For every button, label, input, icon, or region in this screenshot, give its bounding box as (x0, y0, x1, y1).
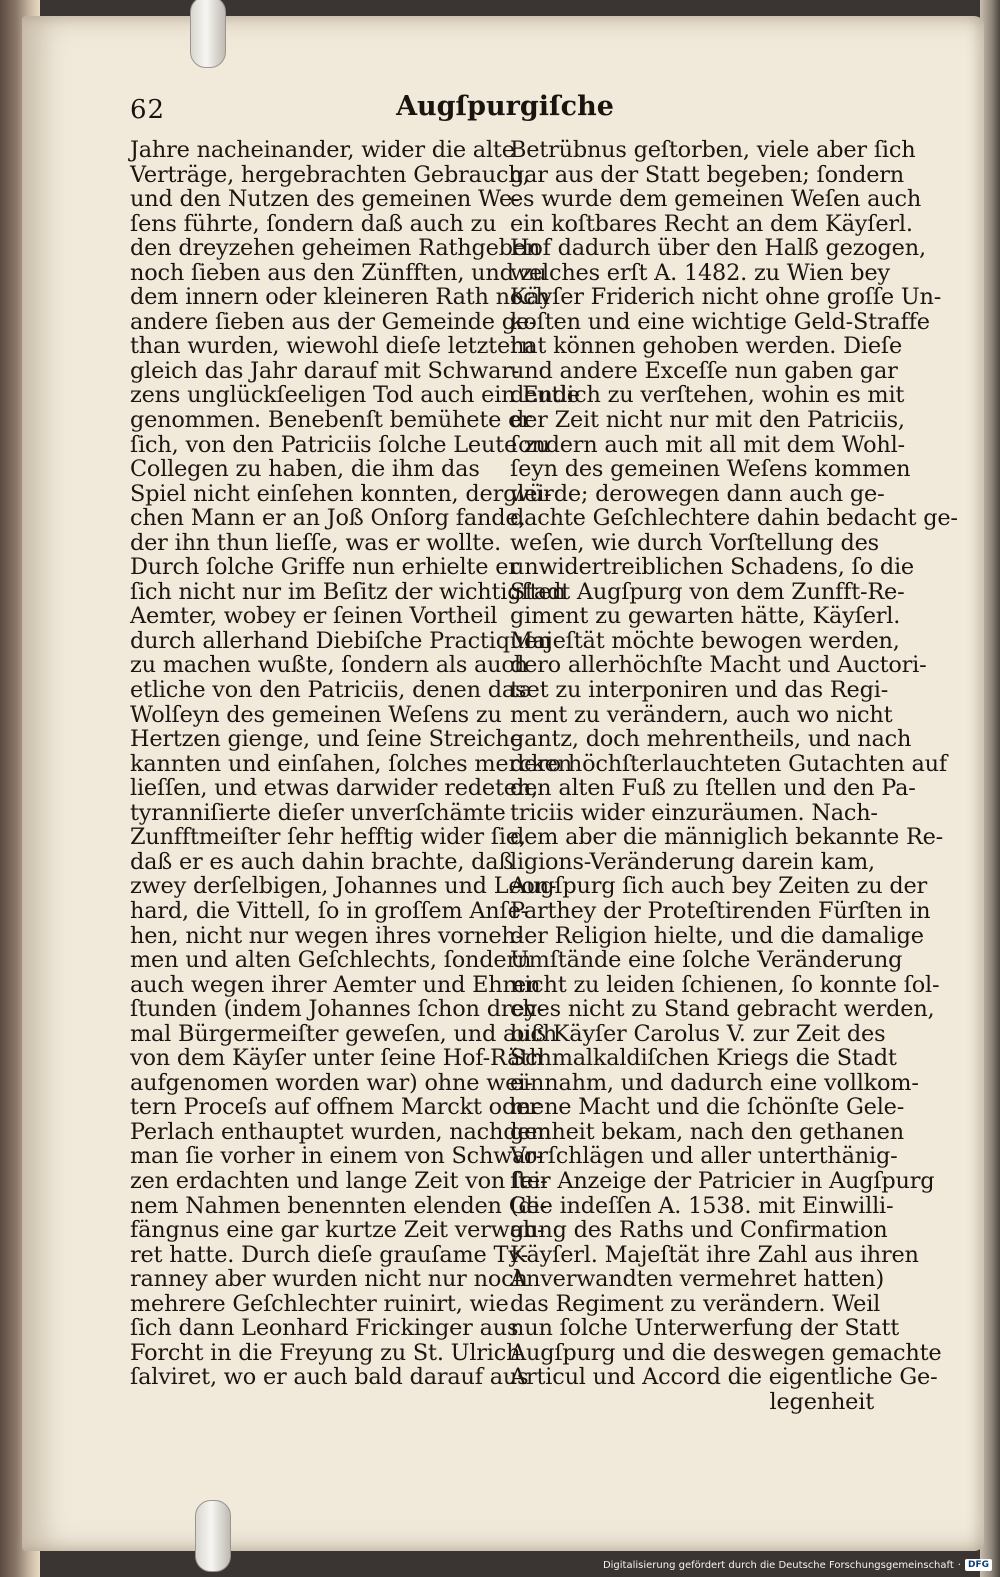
text-line-right: Augſpurg ſich auch bey Zeiten zu der (510, 873, 928, 900)
text-line-right: gar aus der Statt begeben; ſondern (510, 161, 905, 188)
text-line-left: Jahre nacheinander, wider die alte (130, 137, 515, 163)
text-column-left (130, 137, 580, 1391)
text-line-right: nun ſolche Unterwerfung der Statt (510, 1315, 900, 1342)
text-line-left: fängnus eine gar kurtze Zeit verwah- (130, 1217, 545, 1244)
text-line-right: dero allerhöchſte Macht und Auctori- (510, 652, 927, 679)
text-line-left: ſalviret, wo er auch bald darauf aus (130, 1364, 529, 1391)
text-line-right: (die indeſſen A. 1538. mit Einwilli- (510, 1192, 894, 1219)
text-line-left: dem innern oder kleineren Rath noch (130, 284, 550, 311)
text-line-left: Perlach enthauptet wurden, nachdem (130, 1118, 552, 1145)
text-line-right: Käyſer Friderich nicht ohne groſſe Un- (510, 284, 942, 311)
footer-text: Digitalisierung gefördert durch die Deutsche Forschungsgemeinschaft (602, 1559, 954, 1571)
text-line-right: weſen, wie durch Vorſtellung des (510, 529, 879, 556)
text-line-left: der ihn thun lieſſe, was er wollte. (130, 529, 502, 556)
text-line-right: und andere Exceſſe nun gaben gar (510, 357, 898, 384)
running-title: Augſpurgiſche (396, 91, 614, 122)
page-clip-bottom (195, 1500, 231, 1572)
text-line-right: koſten und eine wichtige Geld-Straffe (510, 308, 930, 335)
text-line-left: lieſſen, und etwas darwider redeten, (130, 775, 538, 802)
catchword: legenheit (769, 1388, 874, 1415)
text-line-left: Spiel nicht einſehen konnten, derglei- (130, 480, 552, 507)
text-line-left: Wolſeyn des gemeinen Weſens zu (130, 701, 502, 728)
text-line-right: Käyſerl. Majeſtät ihre Zahl aus ihren (510, 1241, 919, 1268)
text-line-left: tern Proceſs auf offnem Marckt oder (130, 1094, 540, 1121)
text-line-left: ſtunden (indem Johannes ſchon drey- (130, 996, 545, 1023)
text-line-left: Forcht in die Freyung zu St. Ulrich (130, 1339, 521, 1366)
text-line-right: Stadt Augſpurg von dem Zunfft-Re- (510, 578, 905, 605)
text-line-right: ein koſtbares Recht an dem Käyſerl. (510, 210, 913, 237)
text-line-left: nem Nahmen benennten elenden Ge- (130, 1192, 547, 1219)
text-line-left: Collegen zu haben, die ihm das (130, 456, 480, 483)
text-line-left: andere ſieben aus der Gemeinde ge- (130, 308, 537, 335)
text-line-left: zen erdachten und lange Zeit von ſei- (130, 1167, 548, 1194)
text-line-right: gantz, doch mehrentheils, und nach (510, 726, 912, 753)
text-line-left: zwey derſelbigen, Johannes und Leon- (130, 873, 557, 900)
text-line-right: Hof dadurch über den Halß gezogen, (510, 235, 926, 262)
text-line-left: genommen. Benebenſt bemühete er (130, 407, 532, 434)
text-line-left: men und alten Geſchlechts, ſondern (130, 947, 532, 974)
text-line-right: Schmalkaldiſchen Kriegs die Stadt (510, 1045, 897, 1072)
text-line-left: den dreyzehen geheimen Rathgeben (130, 235, 541, 262)
text-line-left: ſich nicht nur im Beſitz der wichtigſten (130, 578, 566, 605)
text-line-right: genheit bekam, nach den gethanen (510, 1118, 904, 1145)
text-line-left: mal Bürgermeiſter geweſen, und auch (130, 1020, 557, 1047)
text-line-right: einnahm, und dadurch eine vollkom- (510, 1069, 919, 1096)
digitization-footer (603, 1557, 992, 1573)
text-line-left: von dem Käyſer unter ſeine Hof-Räth (130, 1045, 544, 1072)
text-line-right: es wurde dem gemeinen Weſen auch (510, 186, 922, 213)
text-line-right: nicht zu leiden ſchienen, ſo konnte ſol- (510, 971, 940, 998)
text-line-right: dachte Geſchlechtere dahin bedacht ge- (510, 505, 958, 532)
text-line-right: mene Macht und die ſchönſte Gele- (510, 1094, 905, 1121)
text-line-left: auch wegen ihrer Aemter und Ehren (130, 971, 541, 998)
text-line-right: Vorſchlägen und aller unterthänig- (510, 1143, 898, 1170)
text-line-left: durch allerhand Diebiſche Practiquen (130, 627, 552, 654)
text-line-left: man ſie vorher in einem von Schwar- (130, 1143, 544, 1170)
text-line-right: tæt zu interponiren und das Regi- (510, 677, 889, 704)
text-line-right: Anverwandten vermehret hatten) (510, 1266, 884, 1293)
text-line-right: ſondern auch mit all mit dem Wohl- (510, 431, 905, 458)
text-line-left: aufgenomen worden war) ohne wei- (130, 1069, 533, 1096)
text-line-left: hard, die Vittell, ſo in groſſem Anſe- (130, 897, 529, 924)
text-line-left: ret hatte. Durch dieſe grauſame Ty- (130, 1241, 529, 1268)
text-line-left: hen, nicht nur wegen ihres vorneh- (130, 922, 524, 949)
text-line-left: Zunfftmeiſter ſehr hefftig wider ſie, (130, 824, 526, 851)
text-line-right: welches erſt A. 1482. zu Wien bey (510, 259, 890, 286)
text-line-right: ſter Anzeige der Patricier in Augſpurg (510, 1167, 935, 1194)
text-line-right: der Zeit nicht nur mit den Patriciis, (510, 407, 905, 434)
text-line-right: ſeyn des gemeinen Weſens kommen (510, 456, 911, 483)
text-line-right: das Regiment zu verändern. Weil (510, 1290, 881, 1317)
text-column-right (510, 137, 958, 1415)
text-line-right: Augſpurg und die deswegen gemachte (510, 1339, 942, 1366)
page-clip-top (190, 0, 226, 68)
text-line-right: der Religion hielte, und die damalige (510, 922, 924, 949)
text-line-left: zens unglückſeeligen Tod auch ein Ende (130, 382, 580, 409)
footer-separator: · (957, 1559, 961, 1571)
page-header (130, 91, 880, 135)
text-line-left: gleich das Jahr darauf mit Schwar- (130, 357, 520, 384)
text-line-left: mehrere Geſchlechter ruinirt, wie (130, 1290, 509, 1317)
text-line-right: den alten Fuß zu ſtellen und den Pa- (510, 775, 916, 802)
text-line-right: ment zu verändern, auch wo nicht (510, 701, 893, 728)
text-line-left: Hertzen gienge, und ſeine Streiche (130, 726, 523, 753)
text-line-right: ligions-Veränderung darein kam, (510, 848, 875, 875)
text-line-right: ches nicht zu Stand gebracht werden, (510, 996, 935, 1023)
text-line-left: than wurden, wiewohl dieſe letztern (130, 333, 535, 360)
text-line-right: giment zu gewarten hätte, Käyſerl. (510, 603, 901, 630)
text-line-right: unwidertreiblichen Schadens, ſo die (510, 554, 914, 581)
text-line-right: hat können gehoben werden. Dieſe (510, 333, 903, 360)
text-line-left: daß er es auch dahin brachte, daß (130, 848, 514, 875)
text-line-left: Durch ſolche Griffe nun erhielte er (130, 554, 519, 581)
text-line-right: Parthey der Proteſtirenden Fürſten in (510, 897, 931, 924)
text-line-right: Umſtände eine ſolche Veränderung (510, 947, 903, 974)
page-number: 62 (130, 95, 166, 125)
text-line-right: deutlich zu verſtehen, wohin es mit (510, 382, 905, 409)
text-line-right: biß Käyſer Carolus V. zur Zeit des (510, 1020, 886, 1047)
text-line-left: ſich, von den Patriciis ſolche Leute zu (130, 431, 550, 458)
text-line-right: Betrübnus geſtorben, viele aber ſich (510, 137, 916, 163)
text-line-left: chen Mann er an Joß Onſorg fande, (130, 505, 526, 532)
text-line-left: kannten und einſahen, ſolches mercken (130, 750, 572, 777)
text-line-left: und den Nutzen des gemeinen We- (130, 186, 520, 213)
text-line-left: tyranniſierte dieſer unverſchämte (130, 799, 506, 826)
text-line-left: ſich dann Leonhard Frickinger aus (130, 1315, 519, 1342)
text-line-left: noch ſieben aus den Zünfften, und zu (130, 259, 547, 286)
text-line-left: zu machen wußte, ſondern als auch (130, 652, 528, 679)
text-line-right: Articul und Accord die eigentliche Ge- (510, 1364, 938, 1391)
text-line-left: etliche von den Patriciis, denen das (130, 677, 527, 704)
text-line-right: triciis wider einzuräumen. Nach- (510, 799, 878, 826)
text-line-right: dem aber die männiglich bekannte Re- (510, 824, 944, 851)
text-line-left: Aemter, wobey er ſeinen Vortheil (130, 603, 498, 630)
text-line-left: ranney aber wurden nicht nur noch (130, 1266, 528, 1293)
text-line-left: ſens führte, ſondern daß auch zu (130, 210, 497, 237)
text-line-right: gung des Raths und Confirmation (510, 1217, 888, 1244)
text-line-left: Verträge, hergebrachten Gebrauch, (130, 161, 530, 188)
text-line-right: dero höchſterlauchteten Gutachten auf (510, 750, 947, 777)
text-line-right: würde; derowegen dann auch ge- (510, 480, 885, 507)
dfg-logo: DFG (965, 1559, 992, 1571)
text-line-right: Majeſtät möchte bewogen werden, (510, 627, 900, 654)
